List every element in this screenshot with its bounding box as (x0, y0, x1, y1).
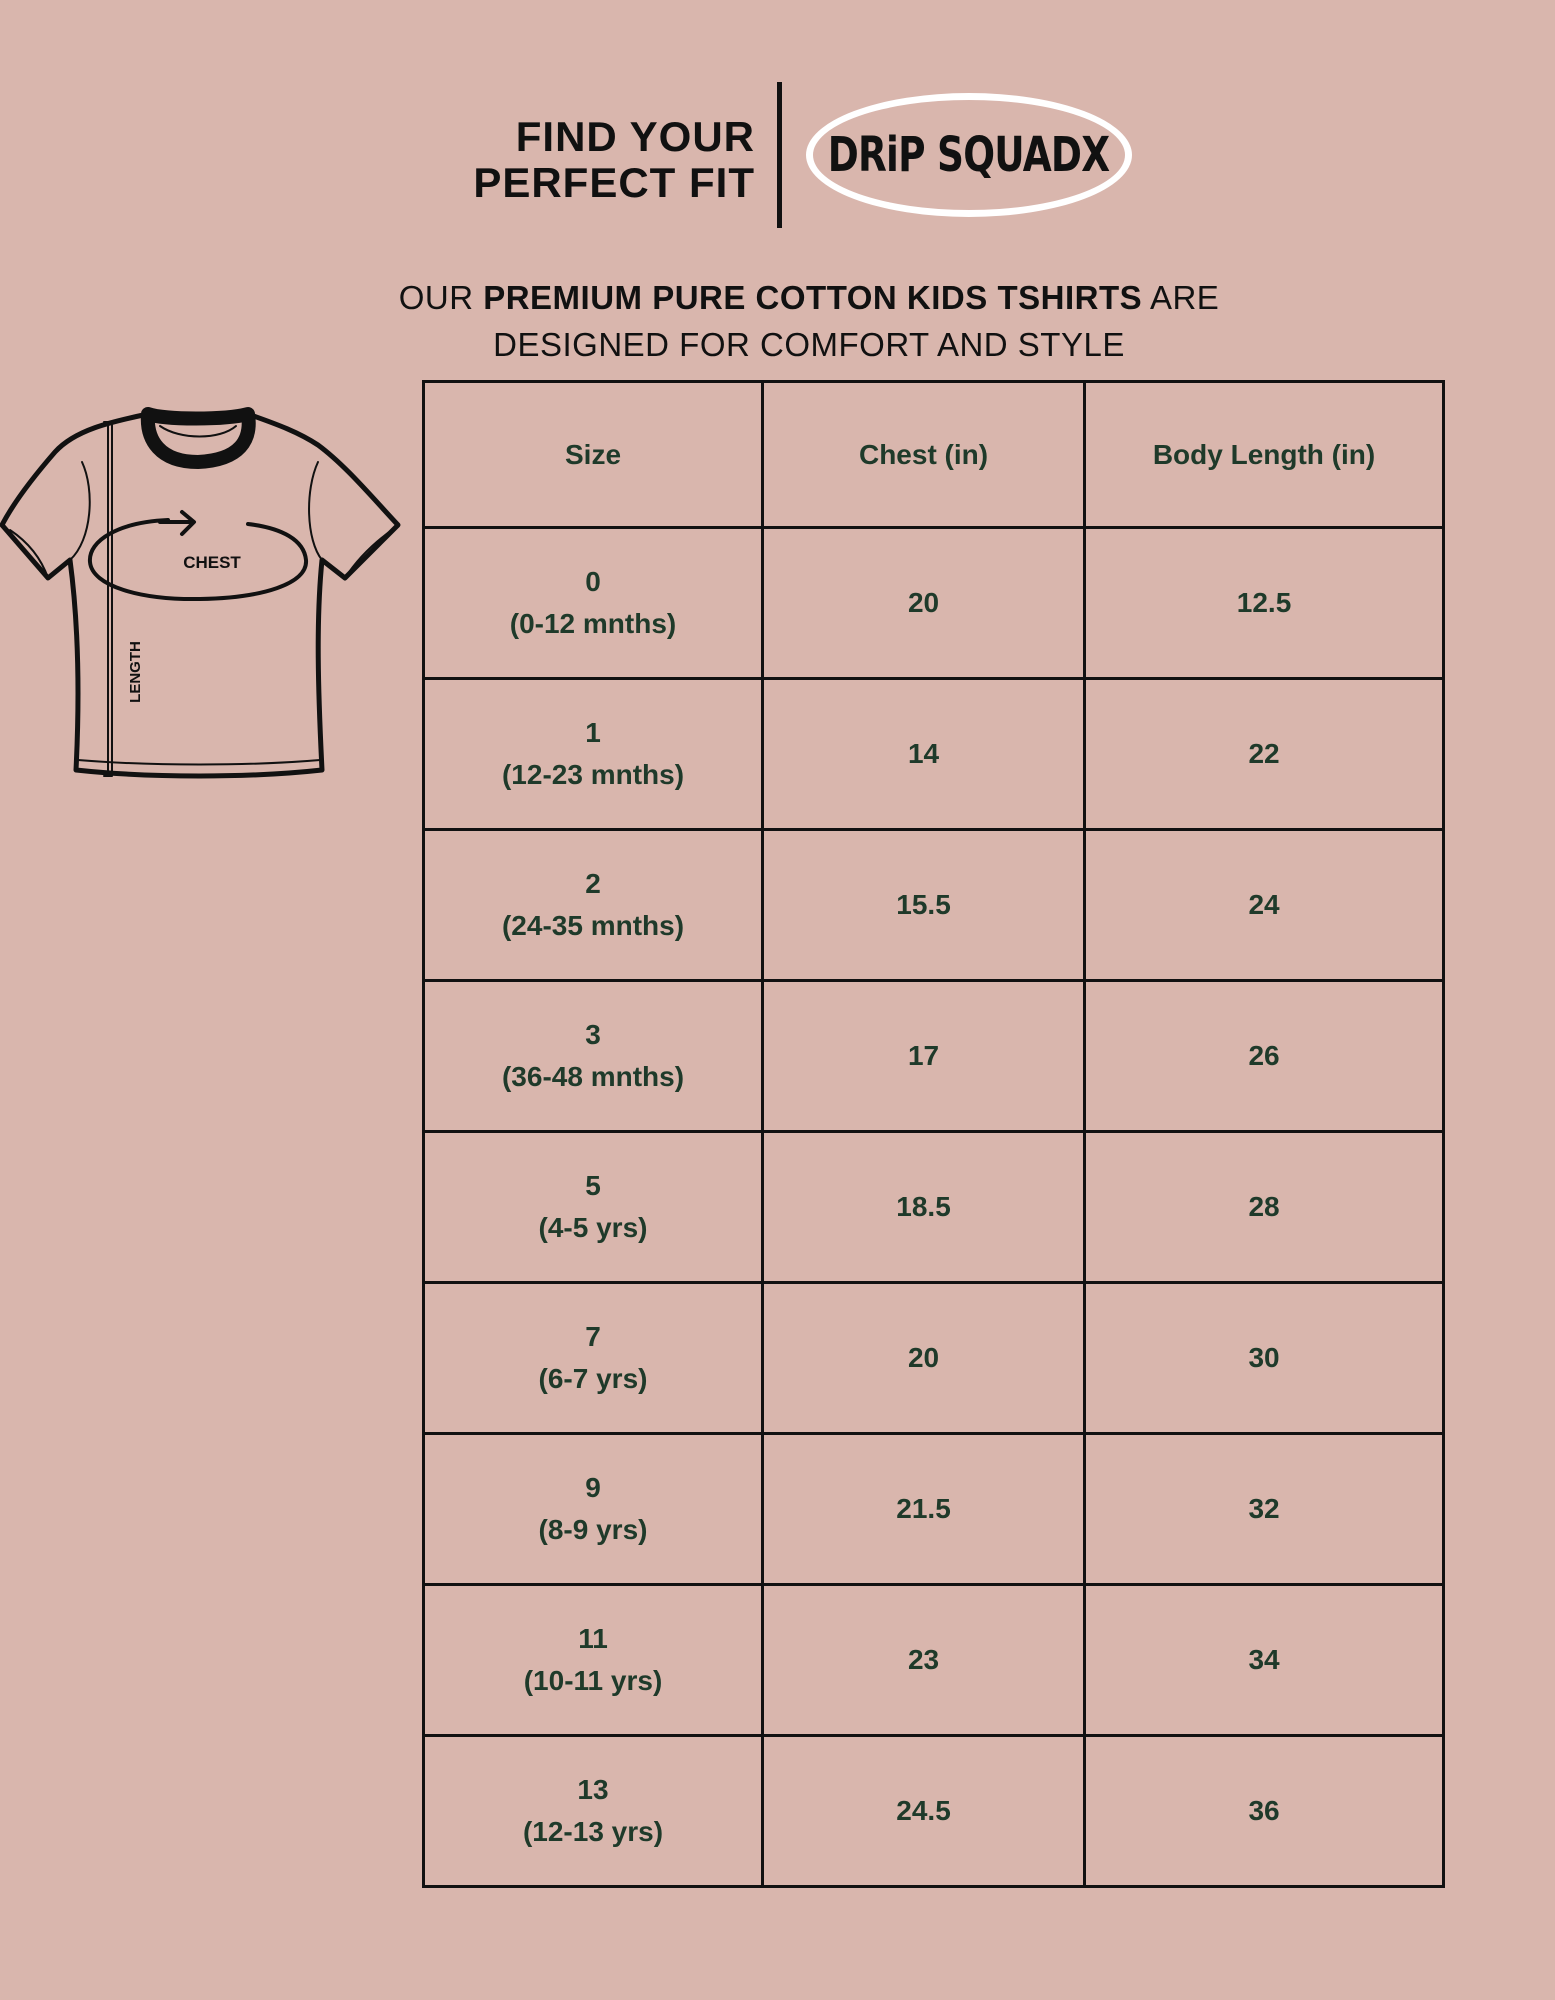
brand-logo (806, 93, 1132, 217)
size-range: (12-13 yrs) (522, 1816, 664, 1847)
size-cell (424, 981, 763, 1132)
chest-cell: 15.5 (763, 830, 1085, 981)
brand-name: DRiP SQUADX (828, 127, 1110, 183)
length-label: LENGTH (127, 641, 144, 703)
chest-cell: 14 (763, 679, 1085, 830)
table-row (424, 1434, 1444, 1585)
length-cell: 26 (1085, 981, 1444, 1132)
length-cell: 36 (1085, 1736, 1444, 1887)
size-number: 2 (585, 868, 601, 899)
size-cell (424, 830, 763, 981)
size-range: (4-5 yrs) (538, 1212, 648, 1243)
subtitle-bold: PREMIUM PURE COTTON KIDS TSHIRTS (483, 279, 1143, 316)
subtitle-pre: OUR (398, 279, 484, 316)
subtitle-line-1 (0, 274, 1555, 321)
header-divider (777, 82, 782, 228)
subtitle-post: ARE (1142, 279, 1220, 316)
header (0, 80, 1555, 230)
size-range: (36-48 mnths) (501, 1061, 685, 1092)
table-row (424, 981, 1444, 1132)
tagline (473, 114, 755, 206)
length-cell: 32 (1085, 1434, 1444, 1585)
size-cell (424, 528, 763, 679)
size-number: 5 (585, 1170, 601, 1201)
length-cell: 12.5 (1085, 528, 1444, 679)
size-range: (24-35 mnths) (501, 910, 685, 941)
size-range: (6-7 yrs) (538, 1363, 648, 1394)
tagline-line-2: PERFECT FIT (473, 159, 755, 206)
chest-cell: 18.5 (763, 1132, 1085, 1283)
length-cell: 24 (1085, 830, 1444, 981)
subtitle (0, 274, 1555, 368)
size-number: 13 (577, 1774, 609, 1805)
size-number: 3 (585, 1019, 601, 1050)
table-row (424, 1736, 1444, 1887)
tshirt-icon (0, 400, 410, 790)
chest-cell: 20 (763, 1283, 1085, 1434)
size-cell (424, 1132, 763, 1283)
chest-label: CHEST (183, 553, 241, 572)
size-number: 0 (585, 566, 601, 597)
size-number: 1 (585, 717, 601, 748)
table-row (424, 1585, 1444, 1736)
table-header-row (424, 382, 1444, 528)
header-chest: Chest (in) (763, 382, 1085, 528)
length-cell: 30 (1085, 1283, 1444, 1434)
size-number: 9 (585, 1472, 601, 1503)
tagline-line-1: FIND YOUR (515, 113, 755, 160)
size-range: (0-12 mnths) (509, 608, 677, 639)
chest-cell: 20 (763, 528, 1085, 679)
header-length: Body Length (in) (1085, 382, 1444, 528)
header-size: Size (424, 382, 763, 528)
table-row (424, 1283, 1444, 1434)
table-row (424, 1132, 1444, 1283)
size-cell (424, 679, 763, 830)
size-number: 11 (578, 1623, 608, 1654)
size-cell (424, 1283, 763, 1434)
chest-cell: 17 (763, 981, 1085, 1132)
size-cell (424, 1434, 763, 1585)
length-cell: 28 (1085, 1132, 1444, 1283)
table-row (424, 830, 1444, 981)
length-cell: 34 (1085, 1585, 1444, 1736)
chest-cell: 24.5 (763, 1736, 1085, 1887)
chest-cell: 21.5 (763, 1434, 1085, 1585)
size-range: (10-11 yrs) (523, 1665, 663, 1696)
chest-cell: 23 (763, 1585, 1085, 1736)
subtitle-line-2: DESIGNED FOR COMFORT AND STYLE (493, 326, 1125, 363)
size-cell (424, 1585, 763, 1736)
length-cell: 22 (1085, 679, 1444, 830)
table-row (424, 528, 1444, 679)
size-chart-table (422, 380, 1445, 1888)
table-row (424, 679, 1444, 830)
size-range: (12-23 mnths) (501, 759, 685, 790)
size-number: 7 (585, 1321, 601, 1352)
size-cell (424, 1736, 763, 1887)
size-range: (8-9 yrs) (538, 1514, 648, 1545)
